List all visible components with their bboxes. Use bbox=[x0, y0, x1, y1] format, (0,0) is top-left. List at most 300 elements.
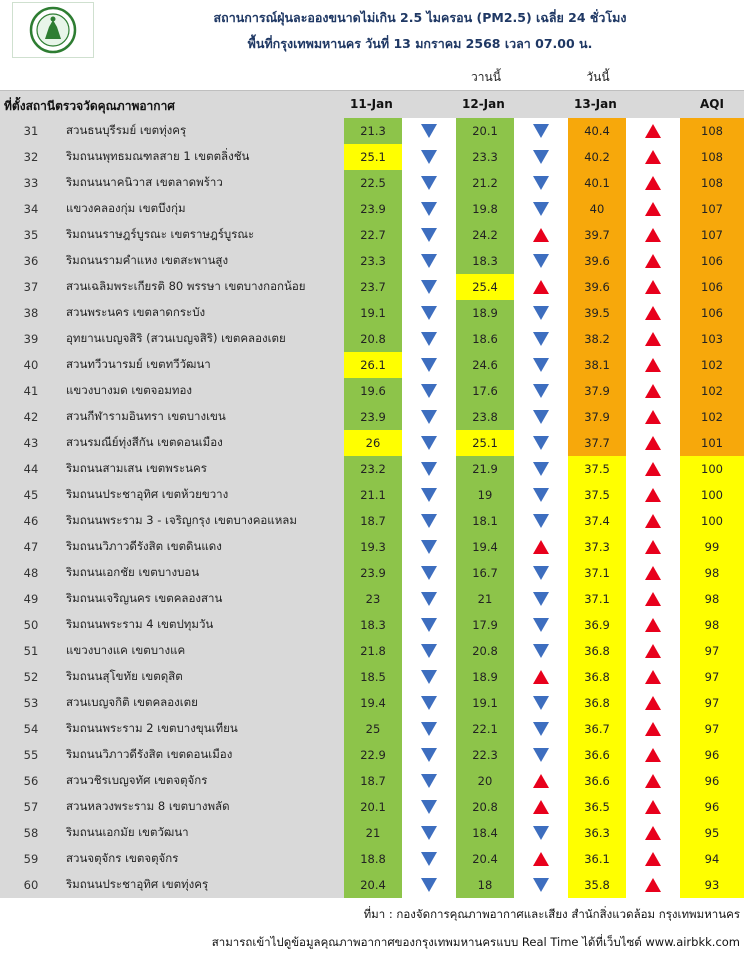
station-number: 58 bbox=[0, 820, 62, 846]
station-name: ริมถนนราษฎร์บูรณะ เขตราษฎร์บูรณะ bbox=[62, 222, 344, 248]
trend-up-icon bbox=[645, 488, 661, 502]
pm25-day-3: 37.3 bbox=[568, 534, 626, 560]
aqi-value: 100 bbox=[680, 482, 744, 508]
trend-day-1 bbox=[402, 326, 456, 352]
pm25-day-2: 19 bbox=[456, 482, 514, 508]
trend-day-2 bbox=[514, 794, 568, 820]
pm25-day-2: 18.4 bbox=[456, 820, 514, 846]
table-row bbox=[0, 248, 744, 274]
trend-day-3 bbox=[626, 560, 680, 586]
trend-day-3 bbox=[626, 248, 680, 274]
trend-day-2 bbox=[514, 742, 568, 768]
pm25-day-3: 39.7 bbox=[568, 222, 626, 248]
aqi-value: 102 bbox=[680, 352, 744, 378]
pm25-day-3: 36.7 bbox=[568, 716, 626, 742]
trend-day-1 bbox=[402, 248, 456, 274]
trend-up-icon bbox=[645, 462, 661, 476]
pm25-day-1: 18.7 bbox=[344, 508, 402, 534]
trend-day-3 bbox=[626, 118, 680, 144]
aqi-value: 108 bbox=[680, 144, 744, 170]
station-number: 47 bbox=[0, 534, 62, 560]
pm25-day-2: 19.8 bbox=[456, 196, 514, 222]
station-name: ริมถนนประชาอุทิศ เขตทุ่งครุ bbox=[62, 872, 344, 898]
trend-down-icon bbox=[421, 800, 437, 814]
station-number: 39 bbox=[0, 326, 62, 352]
trend-day-1 bbox=[402, 222, 456, 248]
trend-up-icon bbox=[645, 332, 661, 346]
pm25-day-3: 40 bbox=[568, 196, 626, 222]
aqi-value: 98 bbox=[680, 586, 744, 612]
trend-day-2 bbox=[514, 248, 568, 274]
pm25-day-1: 22.9 bbox=[344, 742, 402, 768]
pm25-day-2: 17.6 bbox=[456, 378, 514, 404]
station-number: 51 bbox=[0, 638, 62, 664]
pm25-day-1: 18.7 bbox=[344, 768, 402, 794]
trend-up-icon bbox=[645, 670, 661, 684]
aqi-value: 107 bbox=[680, 222, 744, 248]
station-name: ริมถนนพระราม 4 เขตปทุมวัน bbox=[62, 612, 344, 638]
pm25-day-3: 40.2 bbox=[568, 144, 626, 170]
pm25-day-2: 17.9 bbox=[456, 612, 514, 638]
trend-up-icon bbox=[533, 670, 549, 684]
pm25-day-1: 23.9 bbox=[344, 404, 402, 430]
table-row bbox=[0, 872, 744, 898]
pm25-day-1: 23 bbox=[344, 586, 402, 612]
table-row bbox=[0, 768, 744, 794]
trend-down-icon bbox=[421, 280, 437, 294]
trend-down-icon bbox=[533, 306, 549, 320]
pm25-day-1: 21.1 bbox=[344, 482, 402, 508]
header-station: ที่ตั้งสถานีตรวจวัดคุณภาพอากาศ bbox=[4, 99, 175, 113]
trend-down-icon bbox=[533, 384, 549, 398]
trend-day-2 bbox=[514, 872, 568, 898]
pm25-day-2: 20.4 bbox=[456, 846, 514, 872]
pm25-day-2: 18.9 bbox=[456, 664, 514, 690]
trend-day-3 bbox=[626, 664, 680, 690]
trend-day-2 bbox=[514, 560, 568, 586]
table-row bbox=[0, 300, 744, 326]
trend-day-3 bbox=[626, 196, 680, 222]
pm25-day-2: 20.8 bbox=[456, 638, 514, 664]
trend-day-2 bbox=[514, 378, 568, 404]
pm25-day-1: 20.1 bbox=[344, 794, 402, 820]
table-row bbox=[0, 820, 744, 846]
trend-day-1 bbox=[402, 612, 456, 638]
station-name: ริมถนนพุทธมณฑลสาย 1 เขตตลิ่งชัน bbox=[62, 144, 344, 170]
trend-up-icon bbox=[645, 722, 661, 736]
trend-day-3 bbox=[626, 534, 680, 560]
aqi-value: 100 bbox=[680, 508, 744, 534]
trend-down-icon bbox=[533, 436, 549, 450]
pm25-day-2: 18.1 bbox=[456, 508, 514, 534]
trend-down-icon bbox=[421, 540, 437, 554]
trend-day-1 bbox=[402, 404, 456, 430]
trend-day-2 bbox=[514, 300, 568, 326]
trend-day-1 bbox=[402, 690, 456, 716]
aqi-value: 96 bbox=[680, 794, 744, 820]
pm25-day-2: 19.4 bbox=[456, 534, 514, 560]
source-note: ที่มา : กองจัดการคุณภาพอากาศและเสียง สำนักสิ่งแวดล้อม กรุงเทพมหานคร bbox=[363, 907, 740, 921]
pm25-day-2: 21.2 bbox=[456, 170, 514, 196]
pm25-day-3: 36.6 bbox=[568, 768, 626, 794]
pm25-day-1: 23.9 bbox=[344, 560, 402, 586]
pm25-day-1: 22.5 bbox=[344, 170, 402, 196]
trend-day-2 bbox=[514, 274, 568, 300]
station-name: สวนวชิรเบญจทัศ เขตจตุจักร bbox=[62, 768, 344, 794]
trend-up-icon bbox=[645, 644, 661, 658]
trend-day-3 bbox=[626, 430, 680, 456]
trend-up-icon bbox=[645, 800, 661, 814]
trend-day-3 bbox=[626, 352, 680, 378]
pm25-day-3: 36.5 bbox=[568, 794, 626, 820]
trend-day-1 bbox=[402, 430, 456, 456]
pm25-day-1: 23.9 bbox=[344, 196, 402, 222]
pm25-day-1: 26.1 bbox=[344, 352, 402, 378]
aqi-value: 102 bbox=[680, 378, 744, 404]
pm25-day-3: 37.1 bbox=[568, 560, 626, 586]
aqi-value: 97 bbox=[680, 690, 744, 716]
trend-down-icon bbox=[533, 254, 549, 268]
pm25-day-2: 25.4 bbox=[456, 274, 514, 300]
trend-up-icon bbox=[645, 384, 661, 398]
pm25-day-1: 23.7 bbox=[344, 274, 402, 300]
trend-day-1 bbox=[402, 742, 456, 768]
pm25-day-1: 18.8 bbox=[344, 846, 402, 872]
pm25-day-2: 18.6 bbox=[456, 326, 514, 352]
trend-day-1 bbox=[402, 820, 456, 846]
table-row bbox=[0, 742, 744, 768]
trend-up-icon bbox=[533, 280, 549, 294]
trend-up-icon bbox=[533, 540, 549, 554]
aqi-value: 100 bbox=[680, 456, 744, 482]
pm25-day-3: 40.1 bbox=[568, 170, 626, 196]
station-name: อุทยานเบญจสิริ (สวนเบญจสิริ) เขตคลองเตย bbox=[62, 326, 344, 352]
station-number: 52 bbox=[0, 664, 62, 690]
trend-day-2 bbox=[514, 508, 568, 534]
pm25-day-1: 21 bbox=[344, 820, 402, 846]
aqi-value: 106 bbox=[680, 300, 744, 326]
trend-up-icon bbox=[533, 228, 549, 242]
trend-up-icon bbox=[645, 774, 661, 788]
trend-day-3 bbox=[626, 820, 680, 846]
trend-down-icon bbox=[533, 644, 549, 658]
trend-day-2 bbox=[514, 638, 568, 664]
pm25-day-1: 19.6 bbox=[344, 378, 402, 404]
station-name: สวนทวีวนารมย์ เขตทวีวัฒนา bbox=[62, 352, 344, 378]
trend-down-icon bbox=[421, 618, 437, 632]
trend-down-icon bbox=[421, 748, 437, 762]
pm25-day-1: 20.4 bbox=[344, 872, 402, 898]
aqi-value: 106 bbox=[680, 248, 744, 274]
trend-up-icon bbox=[533, 852, 549, 866]
table-row bbox=[0, 560, 744, 586]
trend-down-icon bbox=[421, 254, 437, 268]
trend-down-icon bbox=[533, 696, 549, 710]
station-name: สวนจตุจักร เขตจตุจักร bbox=[62, 846, 344, 872]
trend-day-2 bbox=[514, 404, 568, 430]
station-name: สวนเฉลิมพระเกียรติ 80 พรรษา เขตบางกอกน้อย bbox=[62, 274, 344, 300]
aqi-value: 95 bbox=[680, 820, 744, 846]
trend-down-icon bbox=[421, 436, 437, 450]
trend-down-icon bbox=[533, 748, 549, 762]
pm25-day-3: 39.5 bbox=[568, 300, 626, 326]
table-row bbox=[0, 690, 744, 716]
trend-day-2 bbox=[514, 482, 568, 508]
aqi-value: 99 bbox=[680, 534, 744, 560]
station-number: 34 bbox=[0, 196, 62, 222]
trend-day-3 bbox=[626, 404, 680, 430]
trend-day-3 bbox=[626, 456, 680, 482]
station-name: ริมถนนรามคำแหง เขตสะพานสูง bbox=[62, 248, 344, 274]
header-date-1: 11-Jan bbox=[350, 97, 393, 111]
table-row bbox=[0, 118, 744, 144]
station-name: สวนหลวงพระราม 8 เขตบางพลัด bbox=[62, 794, 344, 820]
report-title: สถานการณ์ฝุ่นละอองขนาดไม่เกิน 2.5 ไมครอน (PM2.5) เฉลี่ย 24 ชั่วโมง bbox=[213, 10, 627, 25]
header-aqi: AQI bbox=[700, 97, 724, 111]
pm25-day-3: 36.3 bbox=[568, 820, 626, 846]
station-number: 35 bbox=[0, 222, 62, 248]
aqi-value: 94 bbox=[680, 846, 744, 872]
trend-down-icon bbox=[533, 410, 549, 424]
footer bbox=[0, 898, 744, 955]
pm25-day-3: 37.9 bbox=[568, 378, 626, 404]
trend-day-3 bbox=[626, 274, 680, 300]
pm25-day-3: 37.7 bbox=[568, 430, 626, 456]
table-row bbox=[0, 534, 744, 560]
trend-day-2 bbox=[514, 144, 568, 170]
trend-day-3 bbox=[626, 326, 680, 352]
trend-down-icon bbox=[421, 670, 437, 684]
trend-down-icon bbox=[421, 592, 437, 606]
aqi-value: 108 bbox=[680, 170, 744, 196]
station-number: 44 bbox=[0, 456, 62, 482]
table-row bbox=[0, 404, 744, 430]
label-yesterday: วานนี้ bbox=[471, 70, 501, 84]
station-name: สวนกีฬารามอินทรา เขตบางเขน bbox=[62, 404, 344, 430]
trend-down-icon bbox=[421, 878, 437, 892]
aqi-value: 102 bbox=[680, 404, 744, 430]
station-name: ริมถนนวิภาวดีรังสิต เขตดอนเมือง bbox=[62, 742, 344, 768]
table-row bbox=[0, 352, 744, 378]
trend-down-icon bbox=[421, 202, 437, 216]
trend-up-icon bbox=[645, 150, 661, 164]
trend-up-icon bbox=[645, 124, 661, 138]
trend-day-2 bbox=[514, 534, 568, 560]
trend-day-2 bbox=[514, 170, 568, 196]
trend-day-1 bbox=[402, 456, 456, 482]
pm25-day-3: 36.9 bbox=[568, 612, 626, 638]
report-subtitle: พื้นที่กรุงเทพมหานคร วันที่ 13 มกราคม 2568 เวลา 07.00 น. bbox=[247, 36, 593, 51]
trend-up-icon bbox=[645, 826, 661, 840]
aqi-value: 97 bbox=[680, 664, 744, 690]
trend-up-icon bbox=[645, 592, 661, 606]
pm25-day-1: 23.3 bbox=[344, 248, 402, 274]
station-name: แขวงบางแค เขตบางแค bbox=[62, 638, 344, 664]
pm25-day-2: 22.3 bbox=[456, 742, 514, 768]
column-header-row bbox=[0, 90, 744, 119]
pm25-day-3: 37.9 bbox=[568, 404, 626, 430]
trend-down-icon bbox=[421, 176, 437, 190]
pm25-day-3: 37.4 bbox=[568, 508, 626, 534]
trend-down-icon bbox=[533, 358, 549, 372]
table-row bbox=[0, 456, 744, 482]
trend-day-3 bbox=[626, 638, 680, 664]
trend-day-3 bbox=[626, 742, 680, 768]
station-name: สวนรมณีย์ทุ่งสีกัน เขตดอนเมือง bbox=[62, 430, 344, 456]
table-row bbox=[0, 794, 744, 820]
trend-down-icon bbox=[533, 592, 549, 606]
aqi-value: 103 bbox=[680, 326, 744, 352]
station-number: 43 bbox=[0, 430, 62, 456]
table-row bbox=[0, 378, 744, 404]
pm25-day-3: 37.1 bbox=[568, 586, 626, 612]
pm25-day-2: 20.1 bbox=[456, 118, 514, 144]
trend-day-3 bbox=[626, 846, 680, 872]
trend-up-icon bbox=[645, 436, 661, 450]
trend-up-icon bbox=[645, 254, 661, 268]
pm25-day-2: 22.1 bbox=[456, 716, 514, 742]
trend-down-icon bbox=[533, 124, 549, 138]
trend-down-icon bbox=[533, 150, 549, 164]
station-number: 37 bbox=[0, 274, 62, 300]
aqi-value: 101 bbox=[680, 430, 744, 456]
trend-down-icon bbox=[421, 150, 437, 164]
trend-down-icon bbox=[421, 332, 437, 346]
trend-up-icon bbox=[645, 514, 661, 528]
station-name: แขวงคลองกุ่ม เขตบึงกุ่ม bbox=[62, 196, 344, 222]
table-row bbox=[0, 274, 744, 300]
trend-day-2 bbox=[514, 456, 568, 482]
trend-day-1 bbox=[402, 534, 456, 560]
trend-day-3 bbox=[626, 586, 680, 612]
trend-day-1 bbox=[402, 638, 456, 664]
trend-up-icon bbox=[645, 228, 661, 242]
table-row bbox=[0, 846, 744, 872]
station-number: 59 bbox=[0, 846, 62, 872]
pm25-day-1: 21.3 bbox=[344, 118, 402, 144]
trend-day-1 bbox=[402, 794, 456, 820]
pm25-day-1: 25 bbox=[344, 716, 402, 742]
station-number: 57 bbox=[0, 794, 62, 820]
aqi-value: 106 bbox=[680, 274, 744, 300]
table-row bbox=[0, 508, 744, 534]
station-number: 42 bbox=[0, 404, 62, 430]
trend-up-icon bbox=[645, 176, 661, 190]
station-number: 45 bbox=[0, 482, 62, 508]
trend-day-2 bbox=[514, 326, 568, 352]
table-row bbox=[0, 326, 744, 352]
station-name: ริมถนนประชาอุทิศ เขตห้วยขวาง bbox=[62, 482, 344, 508]
station-number: 31 bbox=[0, 118, 62, 144]
station-number: 56 bbox=[0, 768, 62, 794]
trend-day-1 bbox=[402, 118, 456, 144]
pm25-day-1: 23.2 bbox=[344, 456, 402, 482]
trend-down-icon bbox=[533, 514, 549, 528]
pm25-day-2: 23.3 bbox=[456, 144, 514, 170]
pm25-day-2: 20.8 bbox=[456, 794, 514, 820]
table-row bbox=[0, 144, 744, 170]
title-band bbox=[0, 0, 744, 58]
trend-down-icon bbox=[533, 176, 549, 190]
trend-day-2 bbox=[514, 820, 568, 846]
station-number: 50 bbox=[0, 612, 62, 638]
trend-day-1 bbox=[402, 586, 456, 612]
trend-day-3 bbox=[626, 612, 680, 638]
table-row bbox=[0, 170, 744, 196]
pm25-day-3: 38.1 bbox=[568, 352, 626, 378]
trend-down-icon bbox=[533, 826, 549, 840]
pm25-day-3: 37.5 bbox=[568, 482, 626, 508]
trend-day-1 bbox=[402, 872, 456, 898]
trend-day-1 bbox=[402, 352, 456, 378]
trend-day-2 bbox=[514, 846, 568, 872]
trend-day-1 bbox=[402, 378, 456, 404]
table-row bbox=[0, 586, 744, 612]
trend-down-icon bbox=[421, 384, 437, 398]
trend-up-icon bbox=[645, 306, 661, 320]
bma-seal-icon bbox=[12, 2, 94, 58]
trend-day-3 bbox=[626, 716, 680, 742]
station-name: ริมถนนสามเสน เขตพระนคร bbox=[62, 456, 344, 482]
trend-day-2 bbox=[514, 690, 568, 716]
header-date-3: 13-Jan bbox=[574, 97, 617, 111]
station-number: 55 bbox=[0, 742, 62, 768]
trend-up-icon bbox=[645, 618, 661, 632]
realtime-note: สามารถเข้าไปดูข้อมูลคุณภาพอากาศของกรุงเทพมหานครแบบ Real Time ได้ที่เว็บไซต์ www.airbkk.com bbox=[211, 935, 740, 949]
table-row bbox=[0, 664, 744, 690]
table-row bbox=[0, 430, 744, 456]
trend-day-1 bbox=[402, 768, 456, 794]
trend-down-icon bbox=[421, 644, 437, 658]
trend-up-icon bbox=[645, 540, 661, 554]
pm25-day-3: 36.1 bbox=[568, 846, 626, 872]
trend-day-3 bbox=[626, 170, 680, 196]
trend-day-1 bbox=[402, 300, 456, 326]
station-number: 49 bbox=[0, 586, 62, 612]
header-day-labels bbox=[0, 60, 744, 90]
pm25-day-1: 21.8 bbox=[344, 638, 402, 664]
station-name: ริมถนนพระราม 2 เขตบางขุนเทียน bbox=[62, 716, 344, 742]
station-number: 48 bbox=[0, 560, 62, 586]
pm25-day-3: 39.6 bbox=[568, 248, 626, 274]
aqi-value: 98 bbox=[680, 560, 744, 586]
table-row bbox=[0, 196, 744, 222]
station-name: สวนเบญจกิติ เขตคลองเตย bbox=[62, 690, 344, 716]
trend-down-icon bbox=[421, 696, 437, 710]
station-name: ริมถนนนาคนิวาส เขตลาดพร้าว bbox=[62, 170, 344, 196]
trend-down-icon bbox=[421, 124, 437, 138]
table-row bbox=[0, 222, 744, 248]
trend-day-3 bbox=[626, 378, 680, 404]
trend-day-3 bbox=[626, 482, 680, 508]
trend-down-icon bbox=[421, 228, 437, 242]
station-name: ริมถนนเจริญนคร เขตคลองสาน bbox=[62, 586, 344, 612]
aqi-value: 93 bbox=[680, 872, 744, 898]
table-row bbox=[0, 716, 744, 742]
trend-down-icon bbox=[533, 722, 549, 736]
header-date-2: 12-Jan bbox=[462, 97, 505, 111]
trend-day-3 bbox=[626, 508, 680, 534]
trend-day-1 bbox=[402, 846, 456, 872]
pm25-day-1: 19.3 bbox=[344, 534, 402, 560]
trend-down-icon bbox=[421, 462, 437, 476]
trend-up-icon bbox=[645, 748, 661, 762]
aqi-value: 96 bbox=[680, 768, 744, 794]
trend-day-2 bbox=[514, 430, 568, 456]
aqi-value: 107 bbox=[680, 196, 744, 222]
trend-down-icon bbox=[421, 306, 437, 320]
trend-up-icon bbox=[645, 358, 661, 372]
